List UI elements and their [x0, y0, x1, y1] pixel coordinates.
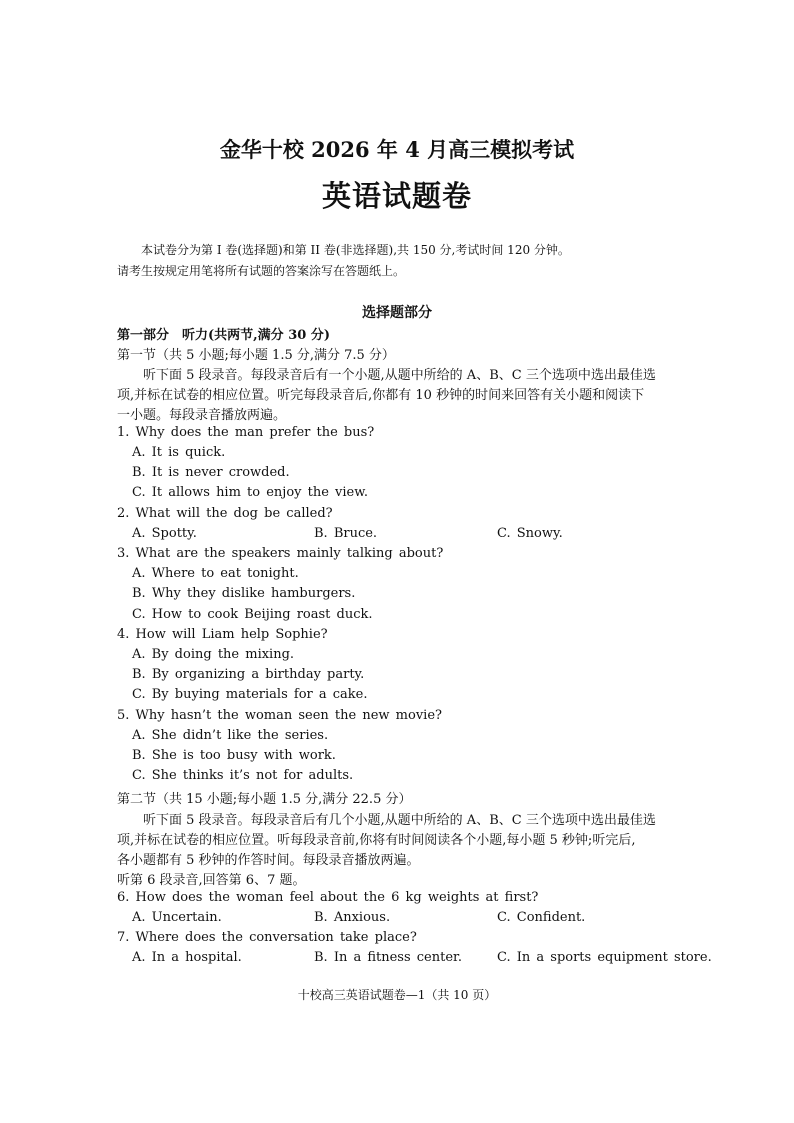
intro-line-1: 本试卷分为第 I 卷(选择题)和第 II 卷(非选择题),共 150 分,考试时间 120 分钟。	[141, 243, 570, 257]
sec2-instruction-2: 项,并标在试卷的相应位置。听每段录音前,你将有时间阅读各个小题,每小题 5 秒钟;听完后,	[117, 833, 636, 848]
sec2-instruction-3: 各小题都有 5 秒钟的作答时间。每段录音播放两遍。	[117, 853, 420, 868]
sec2-instruction-1: 听下面 5 段录音。每段录音后有几个小题,从题中所给的 A、B、C 三个选项中选出最佳选	[143, 813, 656, 828]
question-6-option-b: B. Anxious.	[314, 910, 391, 925]
question-6-option-a: A. Uncertain.	[132, 910, 222, 925]
question-1-option-c: C. It allows him to enjoy the view.	[132, 485, 368, 500]
question-1-stem: 1. Why does the man prefer the bus?	[117, 425, 375, 440]
question-3-option-a: A. Where to eat tonight.	[132, 566, 299, 581]
question-5-option-c: C. She thinks it’s not for adults.	[132, 768, 354, 783]
question-7-option-c: C. In a sports equipment store.	[497, 950, 712, 965]
question-4-option-c: C. By buying materials for a cake.	[132, 687, 368, 702]
question-4-option-a: A. By doing the mixing.	[132, 647, 295, 662]
question-6-stem: 6. How does the woman feel about the 6 kg weights at first?	[117, 890, 539, 905]
question-5-option-b: B. She is too busy with work.	[132, 748, 336, 763]
listen-note: 听第 6 段录音,回答第 6、7 题。	[117, 873, 306, 888]
question-5-stem: 5. Why hasn’t the woman seen the new movie?	[117, 708, 442, 723]
question-5-option-a: A. She didn’t like the series.	[132, 728, 329, 743]
exam-title: 金华十校 2026 年 4 月高三模拟考试	[219, 137, 575, 162]
question-3-option-b: B. Why they dislike hamburgers.	[132, 586, 356, 601]
question-7-option-a: A. In a hospital.	[132, 950, 242, 965]
question-1-option-a: A. It is quick.	[132, 445, 226, 460]
section-heading: 选择题部分	[362, 305, 432, 321]
question-1-option-b: B. It is never crowded.	[132, 465, 290, 480]
question-2-stem: 2. What will the dog be called?	[117, 506, 333, 521]
question-3-stem: 3. What are the speakers mainly talking about?	[117, 546, 444, 561]
question-3-option-c: C. How to cook Beijing roast duck.	[132, 607, 373, 622]
question-7-option-b: B. In a fitness center.	[314, 950, 462, 965]
question-4-option-b: B. By organizing a birthday party.	[132, 667, 365, 682]
question-2-option-c: C. Snowy.	[497, 526, 563, 541]
sec1-instruction-2: 项,并标在试卷的相应位置。听完每段录音后,你都有 10 秒钟的时间来回答有关小题和阅读下	[117, 388, 645, 403]
question-2-option-b: B. Bruce.	[314, 526, 378, 541]
sec1-instruction-3: 一小题。每段录音播放两遍。	[117, 408, 287, 423]
exam-subtitle: 英语试题卷	[321, 179, 472, 213]
intro-line-2: 请考生按规定用笔将所有试题的答案涂写在答题纸上。	[117, 264, 406, 278]
question-6-option-c: C. Confident.	[497, 910, 586, 925]
page-footer: 十校高三英语试题卷—1（共 10 页）	[297, 988, 497, 1002]
question-4-stem: 4. How will Liam help Sophie?	[117, 627, 328, 642]
sec1-heading: 第一节（共 5 小题;每小题 1.5 分,满分 7.5 分）	[117, 348, 395, 363]
question-7-stem: 7. Where does the conversation take place?	[117, 930, 417, 945]
question-2-option-a: A. Spotty.	[132, 526, 197, 541]
part1-heading: 第一部分 听力(共两节,满分 30 分)	[117, 328, 330, 343]
sec1-instruction-1: 听下面 5 段录音。每段录音后有一个小题,从题中所给的 A、B、C 三个选项中选出最佳选	[143, 368, 656, 383]
sec2-heading: 第二节（共 15 小题;每小题 1.5 分,满分 22.5 分）	[117, 792, 412, 807]
